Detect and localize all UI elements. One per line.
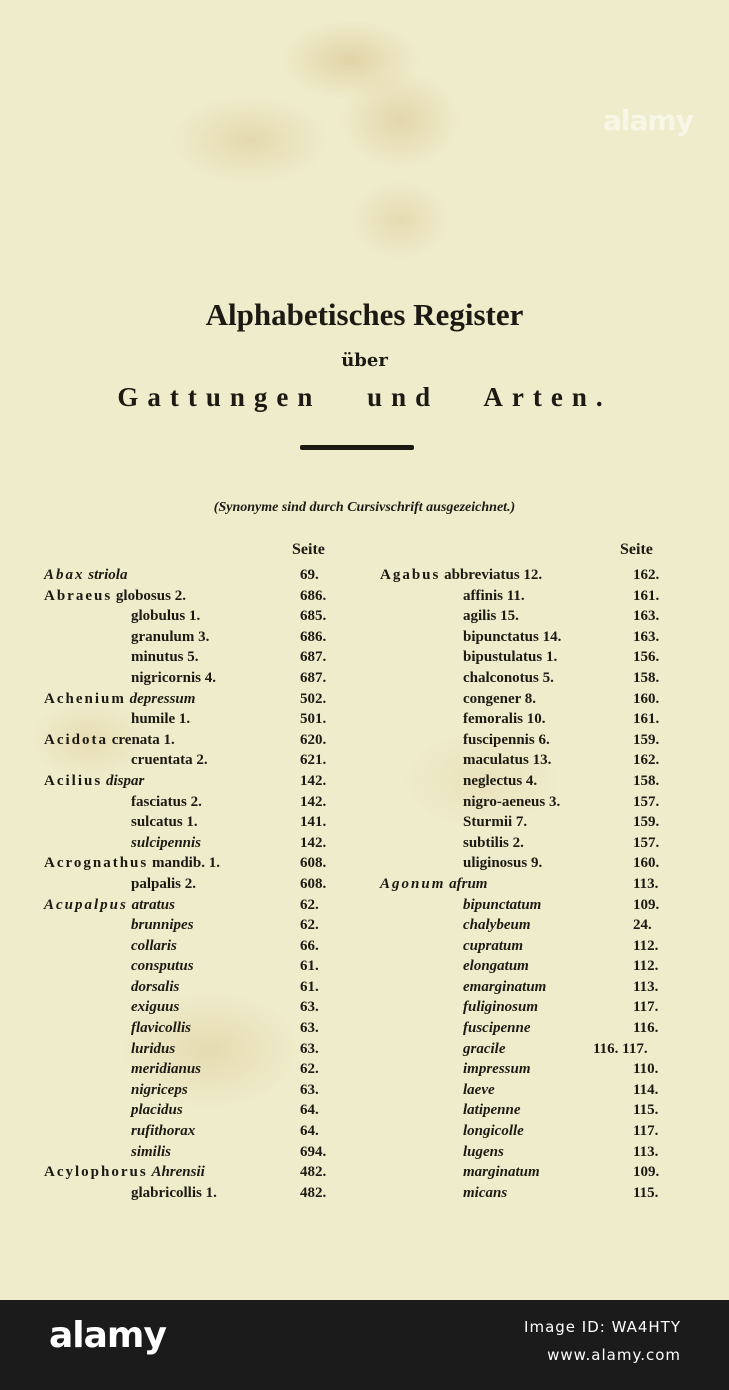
page-number: 482. [300, 1164, 327, 1181]
page-number: 61. [300, 978, 319, 995]
entry-name [44, 730, 175, 751]
entry-name [463, 915, 531, 936]
genus-name: Achenium [44, 690, 126, 707]
alamy-logo: alamy [49, 1315, 166, 1356]
species-name: cupratum [463, 937, 524, 954]
entry-name [131, 1080, 188, 1101]
entry-name [44, 565, 127, 586]
page-number: 61. [300, 958, 319, 975]
entry-name [131, 627, 209, 648]
page-number: 110. [633, 1061, 659, 1078]
index-entry [360, 874, 729, 895]
index-entry [360, 1142, 729, 1163]
entry-name [131, 606, 200, 627]
left-column-header: Seite [292, 541, 325, 558]
index-entry [360, 1018, 729, 1039]
species-name: mandib. 1. [152, 855, 220, 872]
entry-name [131, 812, 198, 833]
page-number: 62. [300, 917, 319, 934]
species-name: granulum 3. [131, 628, 210, 645]
index-entry [0, 915, 360, 936]
image-id-label: Image ID: WA4HTY [524, 1318, 681, 1336]
entry-name [463, 956, 529, 977]
species-name: Ahrensii [151, 1164, 205, 1181]
index-entry [360, 915, 729, 936]
entry-name [131, 997, 179, 1018]
page-number: 502. [300, 690, 327, 707]
index-entry [360, 1121, 729, 1142]
species-name: afrum [449, 875, 488, 892]
right-index-column [360, 565, 729, 1203]
species-name: neglectus 4. [463, 772, 538, 789]
entry-name [131, 977, 179, 998]
species-name: nigro-aeneus 3. [463, 793, 561, 810]
page-title: Alphabetisches Register [205, 297, 524, 332]
page-number: 113. [633, 875, 659, 892]
page-number: 160. [633, 690, 660, 707]
species-name: emarginatum [463, 978, 547, 995]
entry-name [463, 1059, 531, 1080]
genus-name: Acupalpus [44, 896, 128, 913]
entry-name [463, 668, 554, 689]
entry-name [463, 853, 542, 874]
page-number: 113. [633, 978, 659, 995]
genus-name: Abax [44, 567, 85, 583]
entry-name [463, 1039, 506, 1060]
page-number: 115. [633, 1184, 659, 1201]
index-entry [0, 997, 360, 1018]
page-number: 685. [300, 608, 327, 625]
index-entry [360, 647, 729, 668]
page-number: 63. [300, 1020, 319, 1037]
entry-name [380, 565, 542, 586]
entry-name [44, 853, 220, 874]
entry-name [463, 606, 519, 627]
page-number: 142. [300, 793, 327, 810]
species-name: crenata 1. [111, 731, 175, 748]
page-number: 109. [633, 896, 660, 913]
index-entry [0, 956, 360, 977]
index-entry [360, 792, 729, 813]
species-name: abbreviatus 12. [444, 567, 543, 583]
index-entry [360, 1162, 729, 1183]
entry-name [463, 647, 557, 668]
subtitle-line-1: über [341, 350, 388, 371]
entry-name [463, 1142, 504, 1163]
index-entry [0, 1080, 360, 1101]
index-entry [360, 1183, 729, 1204]
index-entry [0, 689, 360, 710]
entry-name [463, 1121, 524, 1142]
species-name: rufithorax [131, 1123, 196, 1140]
page-number: 69. [300, 567, 319, 583]
index-entry [0, 750, 360, 771]
species-name: uliginosus 9. [463, 855, 543, 872]
species-name: impressum [463, 1061, 531, 1078]
species-name: depressum [129, 690, 196, 707]
index-entry [360, 833, 729, 854]
page-number: 157. [633, 793, 660, 810]
species-name: fasciatus 2. [131, 793, 202, 810]
index-entry [0, 627, 360, 648]
index-entry [360, 606, 729, 627]
right-column-header: Seite [620, 541, 653, 558]
index-entry [0, 1121, 360, 1142]
entry-name [131, 1142, 171, 1163]
index-entry [360, 730, 729, 751]
index-entry [360, 750, 729, 771]
entry-name [463, 1080, 495, 1101]
species-name: globosus 2. [115, 587, 186, 604]
species-name: bipunctatus 14. [463, 628, 562, 645]
index-entry [0, 977, 360, 998]
species-name: affinis 11. [463, 587, 525, 604]
entry-name [463, 709, 545, 730]
index-entry [0, 730, 360, 751]
entry-name [463, 792, 560, 813]
page-number: 116. 117. [593, 1040, 648, 1057]
page-number: 156. [633, 649, 660, 666]
index-entry [360, 565, 729, 586]
species-name: collaris [131, 937, 177, 954]
index-entry [360, 689, 729, 710]
index-entry [360, 977, 729, 998]
entry-name [131, 1100, 183, 1121]
species-name: consputus [131, 958, 194, 975]
page-number: 157. [633, 834, 660, 851]
page-number: 163. [633, 628, 660, 645]
species-name: luridus [131, 1040, 176, 1057]
entry-name [44, 586, 186, 607]
genus-name: Acidota [44, 731, 108, 748]
page-number: 161. [633, 711, 660, 728]
species-name: bipustulatus 1. [463, 649, 558, 666]
genus-name: Agabus [380, 567, 441, 583]
entry-name [463, 689, 536, 710]
entry-name [463, 627, 561, 648]
index-entry [0, 874, 360, 895]
page-number: 160. [633, 855, 660, 872]
index-entry [360, 936, 729, 957]
site-url: www.alamy.com [547, 1346, 681, 1364]
species-name: nigriceps [131, 1081, 188, 1098]
page-number: 112. [633, 937, 659, 954]
page-number: 62. [300, 1061, 319, 1078]
species-name: fuscipenne [463, 1020, 531, 1037]
species-name: sulcatus 1. [131, 814, 198, 831]
index-entry [360, 627, 729, 648]
index-entry [360, 997, 729, 1018]
page-number: 159. [633, 814, 660, 831]
index-entry [0, 668, 360, 689]
entry-name [44, 771, 144, 792]
species-name: longicolle [463, 1123, 524, 1140]
page-number: 117. [633, 999, 659, 1016]
entry-name [44, 1162, 205, 1183]
page-number: 163. [633, 608, 660, 625]
index-entry [360, 771, 729, 792]
index-entry [360, 1059, 729, 1080]
species-name: nigricornis 4. [131, 669, 216, 686]
genus-name: Acylophorus [44, 1164, 148, 1181]
species-name: brunnipes [131, 917, 194, 934]
entry-name [463, 1162, 540, 1183]
index-entry [360, 853, 729, 874]
entry-name [463, 730, 550, 751]
page-number: 64. [300, 1102, 319, 1119]
entry-name [131, 833, 201, 854]
page-number: 141. [300, 814, 327, 831]
page-number: 608. [300, 875, 327, 892]
entry-name [131, 792, 202, 813]
species-name: subtilis 2. [463, 834, 524, 851]
species-name: striola [88, 567, 128, 583]
index-entry [360, 1080, 729, 1101]
entry-name [131, 936, 177, 957]
species-name: fuscipennis 6. [463, 731, 550, 748]
species-name: maculatus 13. [463, 752, 552, 769]
species-name: flavicollis [131, 1020, 191, 1037]
index-entry [0, 1142, 360, 1163]
page-number: 24. [633, 917, 652, 934]
left-index-column [0, 565, 360, 1203]
entry-name [131, 1121, 195, 1142]
species-name: minutus 5. [131, 649, 199, 666]
page-number: 159. [633, 731, 660, 748]
page-number: 63. [300, 1040, 319, 1057]
index-entry [0, 606, 360, 627]
genus-name: Acilius [44, 772, 103, 789]
species-name: sulcipennis [131, 834, 202, 851]
genus-name: Acrognathus [44, 855, 149, 872]
index-entry [0, 936, 360, 957]
index-entry [0, 792, 360, 813]
species-name: femoralis 10. [463, 711, 546, 728]
species-name: exiguus [131, 999, 180, 1016]
page-number: 62. [300, 896, 319, 913]
species-name: marginatum [463, 1164, 540, 1181]
species-name: Sturmii 7. [463, 814, 528, 831]
entry-name [463, 771, 537, 792]
title-rule-divider [300, 445, 414, 450]
entry-name [131, 956, 194, 977]
index-entry [0, 565, 360, 586]
page-number: 620. [300, 731, 327, 748]
species-name: glabricollis 1. [131, 1184, 217, 1201]
entry-name [131, 1059, 201, 1080]
index-entry [0, 812, 360, 833]
entry-name [131, 915, 194, 936]
species-name: globulus 1. [131, 608, 201, 625]
species-name: micans [463, 1184, 508, 1201]
entry-name [131, 1039, 175, 1060]
species-name: bipunctatum [463, 896, 542, 913]
species-name: placidus [131, 1102, 183, 1119]
page-number: 142. [300, 772, 327, 789]
entry-name [131, 668, 216, 689]
species-name: similis [131, 1143, 172, 1160]
entry-name [463, 750, 551, 771]
index-entry [360, 956, 729, 977]
index-entry [360, 1100, 729, 1121]
page-number: 621. [300, 752, 327, 769]
page-number: 114. [633, 1081, 659, 1098]
entry-name [463, 833, 524, 854]
entry-name [463, 977, 546, 998]
index-entry [360, 668, 729, 689]
species-name: meridianus [131, 1061, 202, 1078]
species-name: lugens [463, 1143, 504, 1160]
species-name: dispar [105, 772, 145, 789]
index-entry [0, 1100, 360, 1121]
species-name: chalybeum [463, 917, 531, 934]
page-number: 162. [633, 567, 660, 583]
page-number: 66. [300, 937, 319, 954]
page-number: 162. [633, 752, 660, 769]
entry-name [131, 1183, 217, 1204]
index-entry [360, 812, 729, 833]
index-entry [0, 853, 360, 874]
species-name: latipenne [463, 1102, 521, 1119]
page-number: 63. [300, 999, 319, 1016]
species-name: congener 8. [463, 690, 537, 707]
species-name: fuliginosum [463, 999, 539, 1016]
page-number: 64. [300, 1123, 319, 1140]
entry-name [131, 709, 190, 730]
species-name: laeve [463, 1081, 495, 1098]
page-number: 117. [633, 1123, 659, 1140]
entry-name [380, 874, 487, 895]
entry-name [463, 895, 541, 916]
index-entry [360, 1039, 729, 1060]
page-number: 687. [300, 669, 327, 686]
index-entry [0, 1183, 360, 1204]
page-number: 482. [300, 1184, 327, 1201]
entry-name [463, 1183, 507, 1204]
page-number: 113. [633, 1143, 659, 1160]
page-number: 608. [300, 855, 327, 872]
index-entry [0, 833, 360, 854]
index-entry [0, 586, 360, 607]
species-name: atratus [131, 896, 175, 913]
genus-name: Agonum [380, 875, 446, 892]
index-entry [0, 647, 360, 668]
index-entry [360, 709, 729, 730]
page-number: 112. [633, 958, 659, 975]
entry-name [131, 750, 208, 771]
index-entry [360, 895, 729, 916]
entry-name [463, 1018, 531, 1039]
species-name: elongatum [463, 958, 529, 975]
page-number: 115. [633, 1102, 659, 1119]
index-entry [0, 895, 360, 916]
page-number: 161. [633, 587, 660, 604]
page-number: 686. [300, 628, 327, 645]
species-name: agilis 15. [463, 608, 519, 625]
index-entry [0, 1162, 360, 1183]
page-number: 686. [300, 587, 327, 604]
entry-name [131, 874, 196, 895]
species-name: cruentata 2. [131, 752, 208, 769]
entry-name [463, 997, 538, 1018]
entry-name [463, 812, 527, 833]
entry-name [463, 936, 523, 957]
page-number: 501. [300, 711, 327, 728]
index-entry [0, 1018, 360, 1039]
species-name: chalconotus 5. [463, 669, 554, 686]
species-name: humile 1. [131, 711, 191, 728]
watermark: alamy [603, 104, 693, 137]
entry-name [131, 647, 199, 668]
page-number: 694. [300, 1143, 327, 1160]
species-name: dorsalis [131, 978, 180, 995]
entry-name [44, 689, 195, 710]
synonym-note: (Synonyme sind durch Cursivschrift ausgezeichnet.) [213, 500, 516, 515]
page-number: 63. [300, 1081, 319, 1098]
page-number: 158. [633, 772, 660, 789]
index-entry [0, 709, 360, 730]
index-entry [360, 586, 729, 607]
page-number: 109. [633, 1164, 660, 1181]
page-number: 158. [633, 669, 660, 686]
index-entry [0, 771, 360, 792]
entry-name [463, 586, 525, 607]
genus-name: Abraeus [44, 587, 113, 604]
entry-name [44, 895, 175, 916]
page-number: 116. [633, 1020, 659, 1037]
page-number: 687. [300, 649, 327, 666]
species-name: palpalis 2. [131, 875, 197, 892]
entry-name [463, 1100, 521, 1121]
species-name: gracile [463, 1040, 506, 1057]
subtitle-line-2: Gattungen und Arten. [117, 382, 612, 412]
index-entry [0, 1059, 360, 1080]
entry-name [131, 1018, 191, 1039]
index-entry [0, 1039, 360, 1060]
page-number: 142. [300, 834, 327, 851]
